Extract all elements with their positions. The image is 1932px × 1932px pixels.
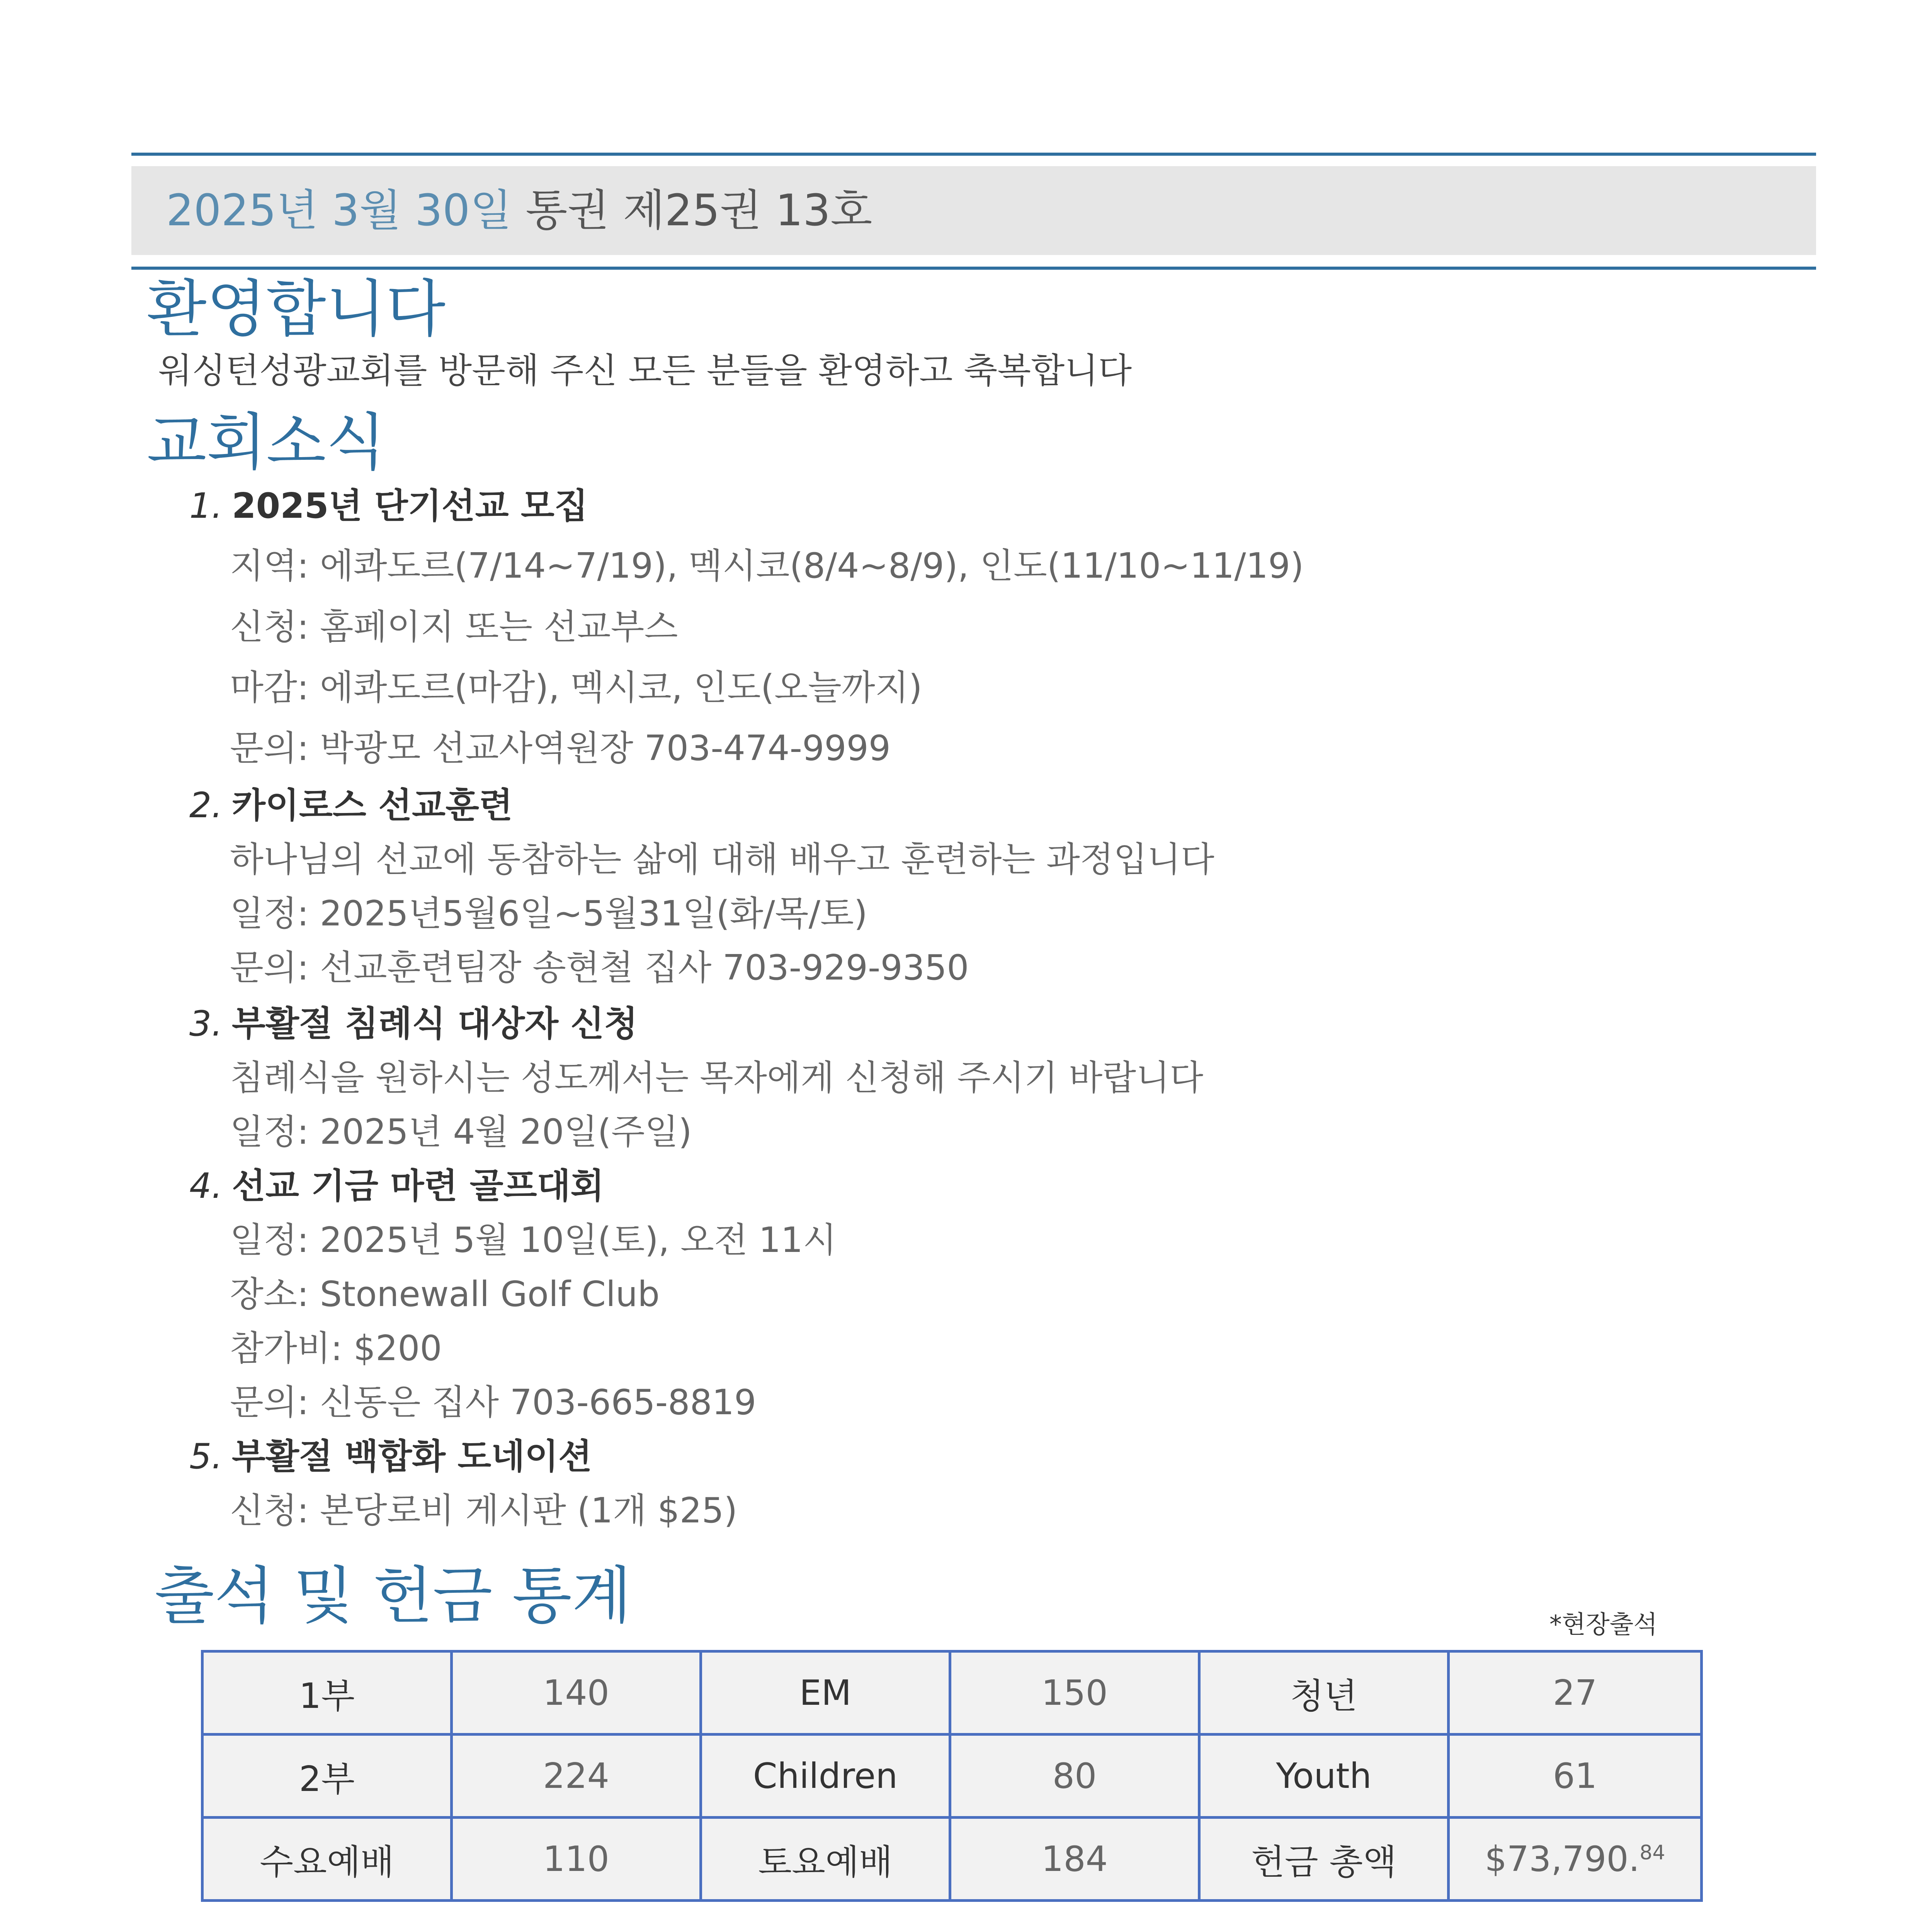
attendance-label: 토요예배 [701, 1818, 950, 1901]
news-item-2-line: 하나님의 선교에 동참하는 삶에 대해 배우고 훈련하는 과정입니다 [230, 839, 1214, 880]
welcome-text: 워싱턴성광교회를 방문해 주신 모든 분들을 환영하고 축복합니다 [158, 350, 1132, 391]
attendance-label: Youth [1199, 1735, 1449, 1818]
attendance-value: 27 [1449, 1651, 1702, 1735]
offering-total-cents: 84 [1639, 1841, 1665, 1864]
attendance-value: 110 [452, 1818, 701, 1901]
attendance-label: 수요예배 [202, 1818, 452, 1901]
attendance-row [202, 1651, 1702, 1735]
attendance-label: 1부 [202, 1651, 452, 1735]
attendance-table [201, 1650, 1703, 1902]
header-top-rule [131, 153, 1816, 156]
news-item-1-line: 문의: 박광모 선교사역원장 703-474-9999 [230, 728, 891, 769]
news-item-4-line: 문의: 신동은 집사 703-665-8819 [230, 1382, 757, 1423]
attendance-label: 헌금 총액 [1199, 1818, 1449, 1901]
attendance-value: 150 [950, 1651, 1199, 1735]
news-item-1-line: 마감: 에콰도르(마감), 멕시코, 인도(오늘까지) [230, 667, 922, 708]
attendance-label: EM [701, 1651, 950, 1735]
news-item-2-line: 일정: 2025년5월6일~5월31일(화/목/토) [230, 893, 867, 934]
news-item-1-title: 1. 2025년 단기선교 모집 [189, 486, 588, 526]
attendance-row [202, 1735, 1702, 1818]
issue-line [166, 182, 872, 240]
attendance-title: 출석 및 헌금 통계 [155, 1560, 632, 1632]
news-item-3-line: 침례식을 원하시는 성도께서는 목자에게 신청해 주시기 바랍니다 [230, 1058, 1204, 1098]
news-item-4-title: 4. 선교 기금 마련 골프대회 [189, 1166, 604, 1206]
news-item-2-title: 2. 카이로스 선교훈련 [189, 785, 513, 826]
attendance-label: 2부 [202, 1735, 452, 1818]
issue-volume: 통권 제25권 13호 [526, 185, 872, 236]
news-item-4-line: 장소: Stonewall Golf Club [230, 1274, 660, 1315]
attendance-value: 61 [1449, 1735, 1702, 1818]
attendance-label: 청년 [1199, 1651, 1449, 1735]
news-item-2-line: 문의: 선교훈련팀장 송현철 집사 703-929-9350 [230, 947, 969, 988]
news-item-5-line: 신청: 본당로비 게시판 (1개 $25) [230, 1490, 738, 1531]
issue-date: 2025년 3월 30일 [166, 185, 512, 236]
attendance-value: 140 [452, 1651, 701, 1735]
news-item-1-line: 지역: 에콰도르(7/14~7/19), 멕시코(8/4~8/9), 인도(11/10~11/19) [230, 546, 1304, 586]
news-title: 교회소식 [147, 406, 386, 478]
attendance-row [202, 1818, 1702, 1901]
welcome-title: 환영합니다 [147, 273, 446, 345]
news-item-5-title: 5. 부활절 백합화 도네이션 [189, 1436, 592, 1477]
attendance-value: 80 [950, 1735, 1199, 1818]
attendance-value: 184 [950, 1818, 1199, 1901]
attendance-label: Children [701, 1735, 950, 1818]
offering-total: $73,790.84 [1449, 1818, 1702, 1901]
news-item-3-title: 3. 부활절 침례식 대상자 신청 [189, 1003, 638, 1044]
attendance-value: 224 [452, 1735, 701, 1818]
header-bottom-rule [131, 267, 1816, 270]
news-item-4-line: 참가비: $200 [230, 1328, 442, 1369]
attendance-note: *현장출석 [1549, 1611, 1658, 1639]
news-item-3-line: 일정: 2025년 4월 20일(주일) [230, 1112, 692, 1152]
news-item-1-line: 신청: 홈페이지 또는 선교부스 [230, 607, 678, 647]
news-item-4-line: 일정: 2025년 5월 10일(토), 오전 11시 [230, 1220, 837, 1260]
